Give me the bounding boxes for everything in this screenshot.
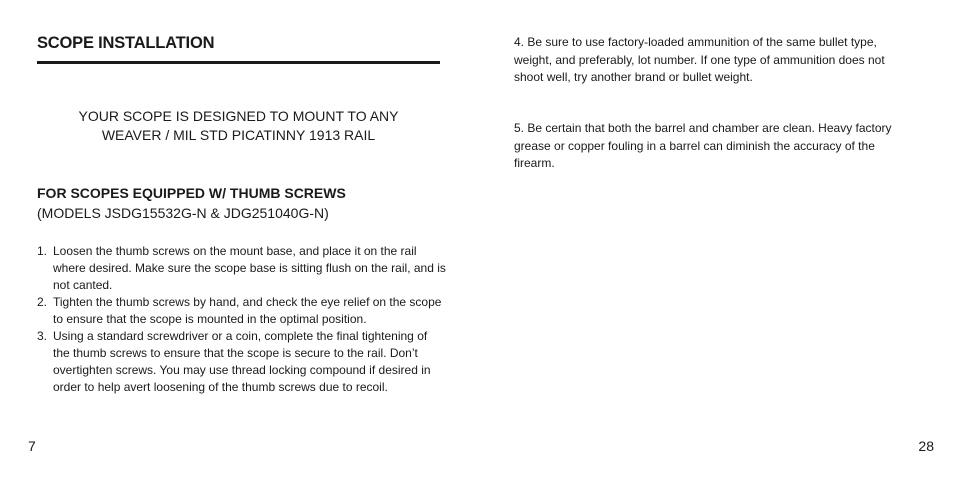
step-text: Using a standard screwdriver or a coin, complete the final tightening of the thumb screws to ensure that the scope is secure to the rail. Don’t overtighten screws. You may use thread locking compound if desired in order to help avert loosening of the thumb screws due to recoil.	[53, 329, 431, 394]
step-number: 3.	[37, 329, 48, 343]
installation-steps	[37, 243, 447, 396]
ammunition-tip: 4. Be sure to use factory-loaded ammunition of the same bullet type, weight, and preferably, lot number. If one type of ammunition does not shoot well, try another brand or bullet weight.	[514, 35, 885, 84]
model-numbers: (MODELS JSDG15532G-N & JDG251040G-N)	[37, 205, 329, 221]
right-page	[477, 0, 954, 477]
cleaning-tip: 5. Be certain that both the barrel and chamber are clean. Heavy factory grease or copper fouling in a barrel can diminish the accuracy of the firearm.	[514, 121, 892, 170]
thumb-screw-subheading: FOR SCOPES EQUIPPED W/ THUMB SCREWS	[37, 185, 346, 201]
step-item	[37, 294, 447, 328]
section-title: SCOPE INSTALLATION	[37, 34, 215, 52]
mount-line-2: WEAVER / MIL STD PICATINNY 1913 RAIL	[101, 127, 376, 143]
title-divider	[37, 61, 440, 64]
step-item	[37, 243, 447, 294]
step-text: Tighten the thumb screws by hand, and check the eye relief on the scope to ensure that the scope is mounted in the optimal position.	[53, 295, 442, 326]
mount-compatibility-note	[37, 107, 440, 145]
page-number-right: 28	[918, 438, 934, 454]
step-item	[37, 328, 447, 396]
step-text: Loosen the thumb screws on the mount base, and place it on the rail where desired. Make sure the scope base is sitting flush on the rail, and is not canted.	[53, 244, 446, 292]
step-number: 1.	[37, 244, 48, 258]
page-number-left: 7	[28, 438, 36, 454]
step-number: 2.	[37, 295, 48, 309]
mount-line-1: YOUR SCOPE IS DESIGNED TO MOUNT TO ANY	[78, 108, 399, 124]
